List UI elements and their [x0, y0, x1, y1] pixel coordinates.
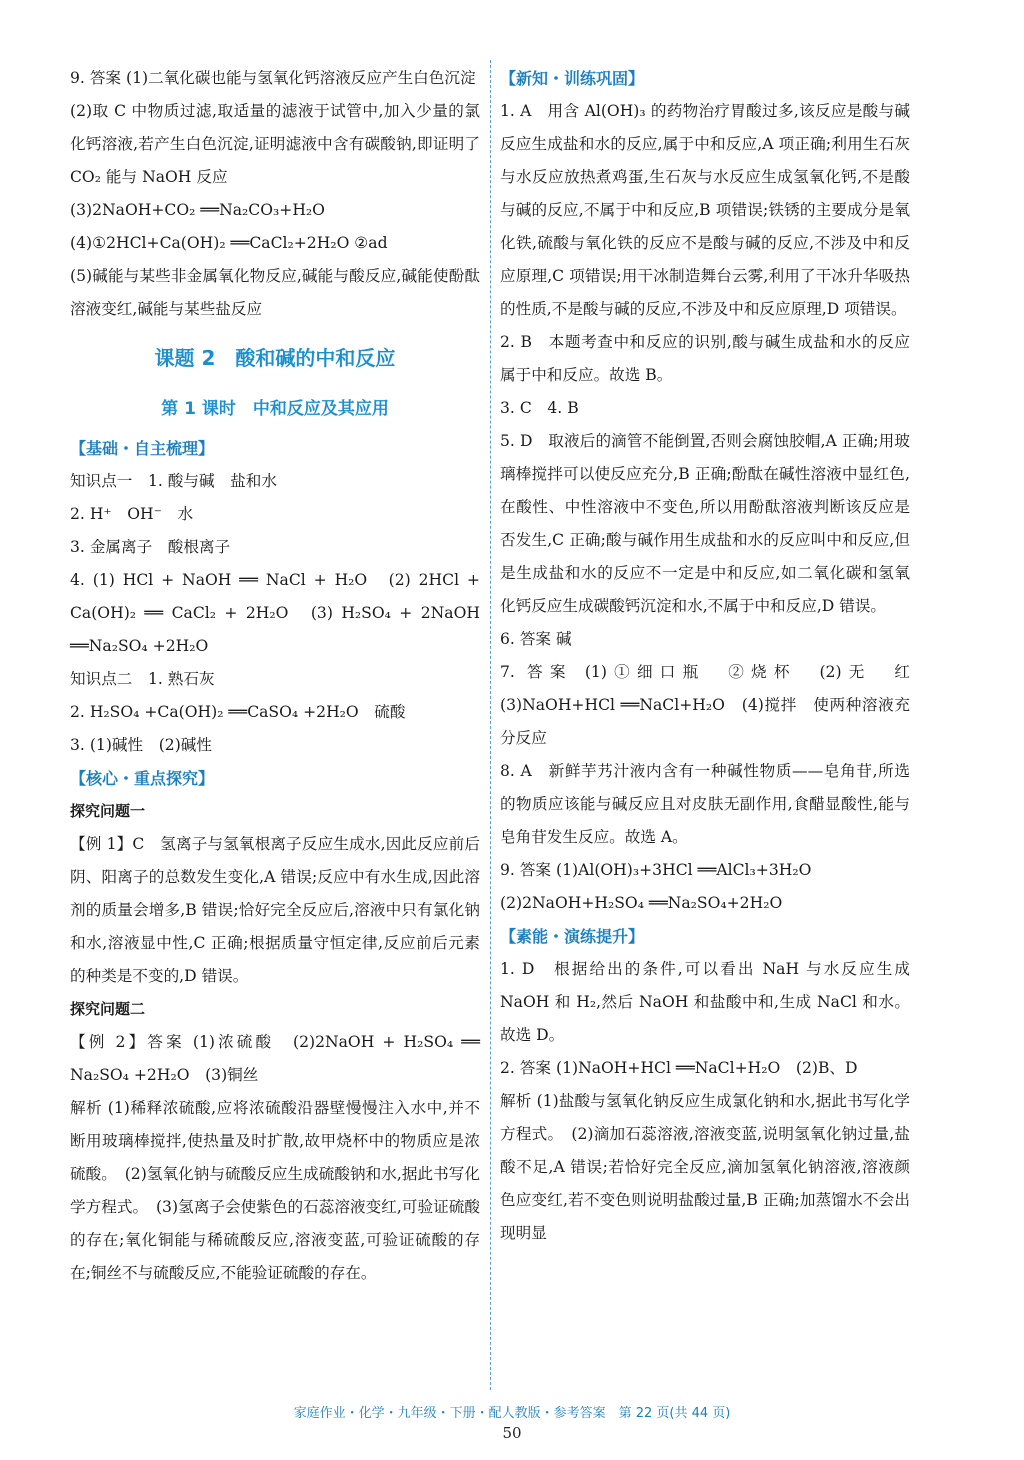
- q9-line-5: (5)碱能与某些非金属氧化物反应,碱能与酸反应,碱能使酚酞溶液变红,碱能与某些盐反应: [70, 267, 480, 318]
- lesson-title: 课题 2 酸和碱的中和反应: [154, 346, 396, 370]
- practice-item: (2)2NaOH+H₂SO₄ ══Na₂SO₄+2H₂O: [500, 894, 783, 912]
- practice-item: 3. C 4. B: [500, 399, 579, 417]
- footer-source: 家庭作业・化学・九年级・下册・配人教版・参考答案 第 22 页(共 44 页): [293, 1406, 731, 1421]
- improvement-item: 1. D 根据给出的条件,可以看出 NaH 与水反应生成 NaOH 和 H₂,然后 NaOH 和盐酸中和,生成 NaCl 和水。故选 D。: [500, 960, 910, 1044]
- practice-item: 2. B 本题考查中和反应的识别,酸与碱生成盐和水的反应属于中和反应。故选 B。: [500, 333, 910, 384]
- basics-item: 3. (1)碱性 (2)碱性: [70, 736, 212, 754]
- section-tag-core: 【核心・重点探究】: [70, 769, 215, 788]
- explore-question-2-title: 探究问题二: [70, 1000, 146, 1018]
- section-tag-improvement: 【素能・演练提升】: [500, 927, 645, 946]
- q9-line-2: (2)取 C 中物质过滤,取适量的滤液于试管中,加入少量的氯化钙溶液,若产生白色沉淀,证明滤液中含有碳酸钠,即证明了 CO₂ 能与 NaOH 反应: [70, 102, 480, 186]
- q9-line-3: (3)2NaOH+CO₂ ══Na₂CO₃+H₂O: [70, 201, 325, 219]
- improvement-item: 解析 (1)盐酸与氢氧化钠反应生成氯化钠和水,据此书写化学方程式。 (2)滴加石蕊溶液,溶液变蓝,说明氢氧化钠过量,盐酸不足,A 错误;若恰好完全反应,滴加氢氧化钠溶液,溶液颜色应变红,若不变色则说明盐酸过量,B 正确;加蒸馏水不会出现明显: [500, 1092, 910, 1242]
- example-1: 【例 1】C 氢离子与氢氧根离子反应生成水,因此反应前后阴、阳离子的总数发生变化,A 错误;反应中有水生成,因此溶剂的质量会增多,B 错误;恰好完全反应后,溶液中只有氯化钠和水,溶液显中性,C 正确;根据质量守恒定律,反应前后元素的种类是不变的,D 错误。: [70, 835, 480, 985]
- basics-item: 4. (1) HCl + NaOH ══ NaCl + H₂O (2) 2HCl + Ca(OH)₂ ══ CaCl₂ + 2H₂O (3) H₂SO₄ + 2NaOH ══Na₂SO₄ +2H₂O: [70, 571, 480, 655]
- example-2-analysis: 解析 (1)稀释浓硫酸,应将浓硫酸沿器壁慢慢注入水中,并不断用玻璃棒搅拌,使热量及时扩散,故甲烧杯中的物质应是浓硫酸。 (2)氢氧化钠与硫酸反应生成硫酸钠和水,据此书写化学方程式。 (3)氢离子会使紫色的石蕊溶液变红,可验证硫酸的存在;氧化铜能与稀硫酸反应,溶液变蓝,可验证硫酸的存在;铜丝不与硫酸反应,不能验证硫酸的存在。: [70, 1099, 480, 1282]
- practice-item: 6. 答案 碱: [500, 630, 572, 648]
- basics-item: 知识点一 1. 酸与碱 盐和水: [70, 472, 277, 490]
- page-number: 50: [502, 1424, 522, 1442]
- practice-item: 5. D 取液后的滴管不能倒置,否则会腐蚀胶帽,A 正确;用玻璃棒搅拌可以使反应充分,B 正确;酚酞在碱性溶液中显红色,在酸性、中性溶液中不变色,所以用酚酞溶液判断该反应是否发生,C 正确;酸与碱作用生成盐和水的反应叫中和反应,但是生成盐和水的反应不一定是中和反应,如二氧化碳和氢氧化钙反应生成碳酸钙沉淀和水,不属于中和反应,D 错误。: [500, 432, 910, 615]
- basics-item: 2. H⁺ OH⁻ 水: [70, 505, 194, 523]
- section-tag-basics: 【基础・自主梳理】: [70, 439, 215, 458]
- improvement-item: 2. 答案 (1)NaOH+HCl ══NaCl+H₂O (2)B、D: [500, 1059, 858, 1077]
- right-column: [500, 62, 926, 1250]
- period-title: 第 1 课时 中和反应及其应用: [161, 399, 389, 419]
- practice-item: 1. A 用含 Al(OH)₃ 的药物治疗胃酸过多,该反应是酸与碱反应生成盐和水的反应,属于中和反应,A 项正确;利用生石灰与水反应放热煮鸡蛋,生石灰与水反应生成氢氧化钙,不是酸与碱的反应,不属于中和反应,B 项错误;铁锈的主要成分是氧化铁,硫酸与氧化铁的反应不是酸与碱的反应,不涉及中和反应原理,C 项错误;用干冰制造舞台云雾,利用了干冰升华吸热的性质,不是酸与碱的反应,不涉及中和反应原理,D 项错误。: [500, 102, 910, 318]
- practice-item: 8. A 新鲜芋艿汁液内含有一种碱性物质——皂角苷,所选的物质应该能与碱反应且对皮肤无副作用,食醋显酸性,能与皂角苷发生反应。故选 A。: [500, 762, 910, 846]
- example-2-answer: 【例 2】答案 (1)浓硫酸 (2)2NaOH + H₂SO₄ ══ Na₂SO₄ +2H₂O (3)铜丝: [70, 1033, 480, 1084]
- basics-item: 知识点二 1. 熟石灰: [70, 670, 215, 688]
- practice-item: 9. 答案 (1)Al(OH)₃+3HCl ══AlCl₃+3H₂O: [500, 861, 812, 879]
- column-divider: [490, 60, 491, 1390]
- left-column: [70, 62, 480, 1290]
- basics-item: 3. 金属离子 酸根离子: [70, 538, 231, 556]
- practice-item: 7. 答案 (1)①细口瓶 ②烧杯 (2)无 红 (3)NaOH+HCl ══NaCl+H₂O (4)搅拌 使两种溶液充分反应: [500, 663, 926, 747]
- q9-line-1: 9. 答案 (1)二氧化碳也能与氢氧化钙溶液反应产生白色沉淀: [70, 69, 476, 87]
- basics-item: 2. H₂SO₄ +Ca(OH)₂ ══CaSO₄ +2H₂O 硫酸: [70, 703, 406, 721]
- explore-question-1-title: 探究问题一: [70, 802, 146, 820]
- section-tag-new-knowledge: 【新知・训练巩固】: [500, 69, 645, 88]
- q9-line-4: (4)①2HCl+Ca(OH)₂ ══CaCl₂+2H₂O ②ad: [70, 234, 388, 252]
